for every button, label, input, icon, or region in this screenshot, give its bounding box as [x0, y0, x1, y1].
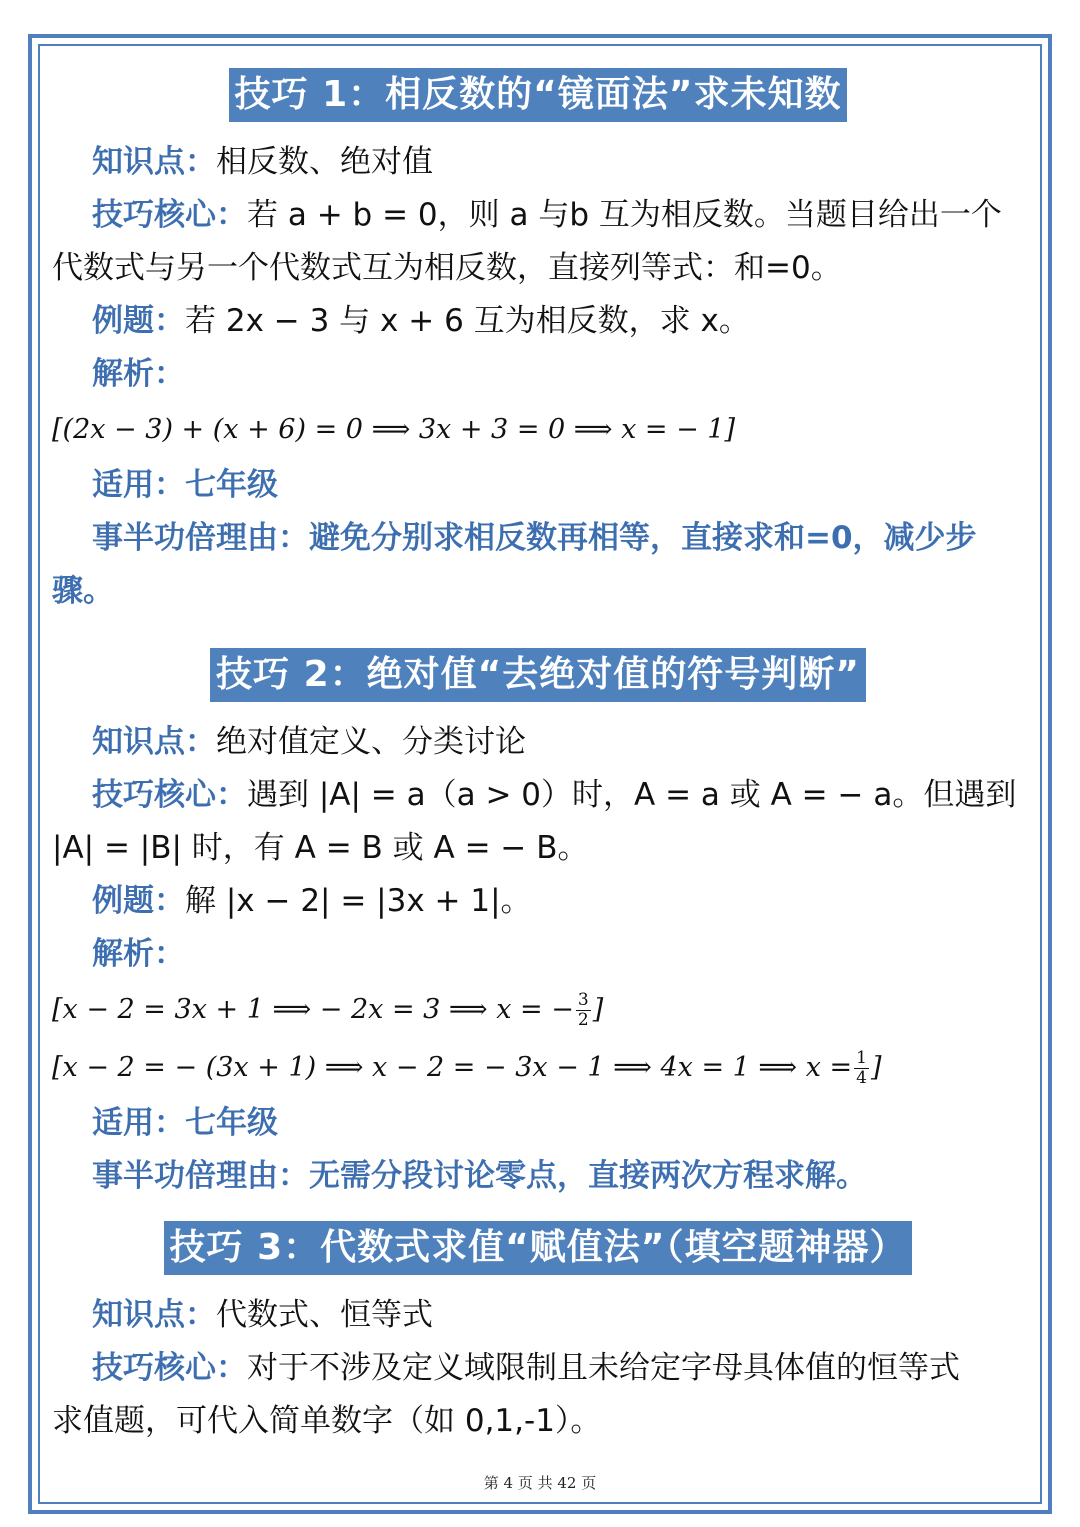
page-footer: 第 4 页 共 42 页 [483, 1474, 597, 1492]
s1-core-line2: 代数式与另一个代数式互为相反数，直接列等式：和=0。 [52, 250, 842, 286]
s2-core-line1: 技巧核心：遇到 |A| = a（a > 0）时，A = a 或 A = − a。但遇到 [92, 777, 1017, 813]
section-1-heading [52, 68, 1024, 122]
section-1-title: 技巧 1：相反数的“镜面法”求未知数 [229, 68, 848, 122]
s1-example: 例题：若 2x − 3 与 x + 6 互为相反数，求 x。 [92, 303, 750, 339]
s1-analysis-math: [(2x − 3) + (x + 6) = 0 ⟹ 3x + 3 = 0 ⟹ x = − 1] [52, 414, 736, 445]
s2-knowledge-point: 知识点：绝对值定义、分类讨论 [92, 724, 526, 760]
s1-applicable: 适用：七年级 [92, 467, 278, 503]
s2-applicable: 适用：七年级 [92, 1105, 278, 1141]
s2-analysis-label: 解析： [92, 936, 185, 972]
s1-core-line1: 技巧核心：若 a + b = 0，则 a 与b 互为相反数。当题目给出一个 [92, 197, 1002, 233]
s3-knowledge-point: 知识点：代数式、恒等式 [92, 1297, 433, 1333]
page-content [52, 60, 1024, 1448]
fraction-3-2: $\frac{3}{2}$ [577, 990, 589, 1030]
s1-analysis-label: 解析： [92, 356, 185, 392]
s3-core-line1: 技巧核心：对于不涉及定义域限制且未给定字母具体值的恒等式 [92, 1350, 960, 1386]
section-3-heading [52, 1221, 1024, 1275]
fraction-1-4: $\frac{1}{4}$ [856, 1048, 867, 1088]
s1-reason-line2: 骤。 [52, 573, 114, 609]
section-3-title: 技巧 3：代数式求值“赋值法”（填空题神器） [164, 1221, 913, 1275]
s2-example: 例题：解 |x − 2| = |3x + 1|。 [92, 883, 532, 919]
s1-knowledge-point: 知识点：相反数、绝对值 [92, 144, 433, 180]
s2-analysis-math-2: [x − 2 = − (3x + 1) ⟹ x − 2 = − 3x − 1 ⟹ 4x = 1 ⟹ x = $\frac{1}{4}$ ] [52, 1048, 882, 1088]
s2-core-line2: |A| = |B| 时，有 A = B 或 A = − B。 [52, 830, 589, 866]
s2-analysis-math-1: [x − 2 = 3x + 1 ⟹ − 2x = 3 ⟹ x = − $\frac{3}{2}$ ] [52, 990, 604, 1030]
section-2-heading [52, 648, 1024, 702]
s2-reason: 事半功倍理由：无需分段讨论零点，直接两次方程求解。 [92, 1158, 867, 1194]
section-2-title: 技巧 2：绝对值“去绝对值的符号判断” [210, 648, 866, 702]
s3-core-line2: 求值题，可代入简单数字（如 0,1,-1）。 [52, 1403, 602, 1439]
s1-reason-line1: 事半功倍理由：避免分别求相反数再相等，直接求和=0，减少步 [92, 520, 977, 556]
